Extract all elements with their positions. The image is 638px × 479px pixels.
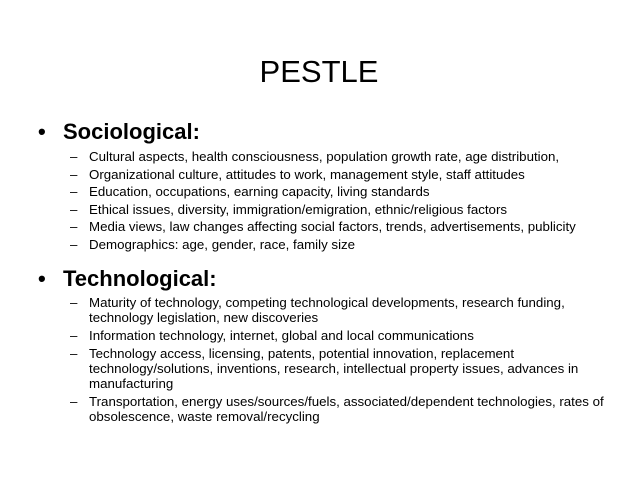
list-item xyxy=(38,237,618,252)
technological-list xyxy=(38,295,618,425)
dash-icon: – xyxy=(70,295,78,310)
dash-icon: – xyxy=(70,328,78,343)
list-item-text: Transportation, energy uses/sources/fuels, associated/dependent technologies, rates of obsolescence, waste removal/recycling xyxy=(89,394,604,425)
list-item xyxy=(38,346,618,392)
list-item xyxy=(38,394,618,425)
sociological-list xyxy=(38,149,618,252)
section-heading xyxy=(38,119,618,145)
list-item xyxy=(38,167,618,182)
list-item-text: Education, occupations, earning capacity, living standards xyxy=(89,184,430,200)
list-item-text: Information technology, internet, global and local communications xyxy=(89,328,474,343)
list-item xyxy=(38,328,618,343)
list-item xyxy=(38,149,618,164)
section-heading-label: Technological: xyxy=(63,266,217,291)
dash-icon: – xyxy=(70,201,78,217)
list-item-text: Demographics: age, gender, race, family size xyxy=(89,236,356,252)
list-item xyxy=(38,202,618,217)
list-item xyxy=(38,219,618,234)
dash-icon: – xyxy=(70,149,78,164)
list-item-text: Technology access, licensing, patents, potential innovation, replacement technology/solutions, inventions, research, intellectual property issues, advances in manufacturing xyxy=(89,345,579,392)
list-item xyxy=(38,295,618,326)
list-item-text: Cultural aspects, health consciousness, population growth rate, age distribution, xyxy=(89,149,560,164)
bullet-icon: • xyxy=(38,119,46,144)
list-item-text: Maturity of technology, competing technological developments, research funding, technology legislation, new discoveries xyxy=(89,295,565,326)
list-item xyxy=(38,184,618,199)
dash-icon: – xyxy=(70,345,78,361)
section-technological xyxy=(38,266,618,425)
dash-icon: – xyxy=(70,219,78,235)
dash-icon: – xyxy=(70,394,78,409)
dash-icon: – xyxy=(70,166,78,182)
section-heading-label: Sociological: xyxy=(63,119,200,144)
list-item-text: Organizational culture, attitudes to work, management style, staff attitudes xyxy=(89,166,525,182)
dash-icon: – xyxy=(70,184,78,200)
slide-title: PESTLE xyxy=(259,54,379,89)
section-heading xyxy=(38,266,618,292)
list-item-text: Ethical issues, diversity, immigration/emigration, ethnic/religious factors xyxy=(89,201,508,217)
section-sociological xyxy=(38,119,618,252)
list-item-text: Media views, law changes affecting social factors, trends, advertisements, publicity xyxy=(89,219,576,235)
bullet-icon: • xyxy=(38,266,46,291)
dash-icon: – xyxy=(70,236,78,252)
